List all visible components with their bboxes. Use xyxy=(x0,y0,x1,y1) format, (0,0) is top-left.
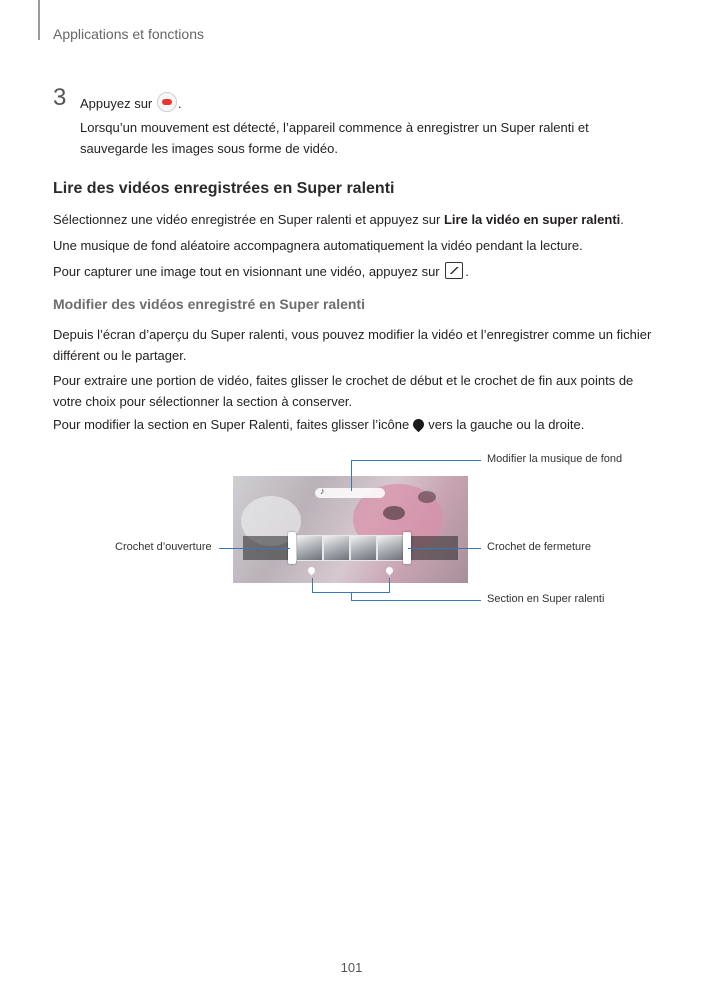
step-text-after: . xyxy=(177,96,182,111)
text: . xyxy=(465,264,469,279)
record-button-icon xyxy=(157,92,177,112)
callout-line xyxy=(351,460,352,491)
frame-thumbnail xyxy=(378,536,403,560)
paragraph-modify-section xyxy=(53,414,653,435)
background-music-button[interactable] xyxy=(315,488,385,498)
callout-line xyxy=(312,578,313,592)
slow-motion-marker-icon[interactable] xyxy=(307,566,317,576)
callout-line xyxy=(408,548,481,549)
header-rule xyxy=(38,0,40,40)
callout-line xyxy=(351,600,481,601)
paragraph-preview-edit: Depuis l’écran d’aperçu du Super ralenti, vous pouvez modifier la vidéo et l’enregistrer comme un fichier différent ou le partager. xyxy=(53,327,652,363)
frame-thumbnail xyxy=(324,536,349,560)
capture-image-icon xyxy=(445,262,463,279)
callout-line xyxy=(351,460,481,461)
page-header-title: Applications et fonctions xyxy=(53,26,204,42)
paragraph-background-music: Une musique de fond aléatoire accompagnera automatiquement la vidéo pendant la lecture. xyxy=(53,238,583,253)
frame-thumbnail xyxy=(297,536,322,560)
callout-line xyxy=(351,592,352,600)
text: vers la gauche ou la droite. xyxy=(428,417,585,432)
step-number: 3 xyxy=(53,84,67,111)
timeline-frames xyxy=(296,535,404,561)
slow-motion-marker-icon[interactable] xyxy=(385,566,395,576)
text: Pour modifier la section en Super Ralenti, faites glisser l’icône xyxy=(53,417,410,432)
callout-line xyxy=(389,578,390,592)
music-note-icon: ♪ xyxy=(320,486,325,496)
slow-motion-editor-screenshot xyxy=(233,476,468,583)
frame-thumbnail xyxy=(351,536,376,560)
section-heading-edit: Modifier des vidéos enregistré en Super ralenti xyxy=(53,296,365,312)
bold-option-label: Lire la vidéo en super ralenti xyxy=(443,212,621,227)
text: Sélectionnez une vidéo enregistrée en Super ralenti et appuyez sur xyxy=(53,212,441,227)
text: . xyxy=(620,212,624,227)
text: Pour capturer une image tout en visionnant une vidéo, appuyez sur xyxy=(53,264,440,279)
callout-music-label: Modifier la musique de fond xyxy=(487,453,623,465)
section-heading-play: Lire des vidéos enregistrées en Super ralenti xyxy=(53,180,395,197)
paragraph-capture-image xyxy=(53,261,653,282)
callout-close-bracket-label: Crochet de fermeture xyxy=(487,541,591,553)
page-number: 101 xyxy=(340,960,363,975)
step-description: Lorsqu’un mouvement est détecté, l’appareil commence à enregistrer un Super ralenti et sauvegarde les images sous forme de vidéo. xyxy=(80,120,589,156)
callout-open-bracket-label: Crochet d’ouverture xyxy=(115,541,212,553)
callout-slowmo-section-label: Section en Super ralenti xyxy=(487,593,605,605)
image-area xyxy=(383,506,405,520)
paragraph-select-video xyxy=(53,209,653,230)
slow-motion-drop-icon xyxy=(411,417,427,433)
step-text-before: Appuyez sur xyxy=(80,96,153,111)
callout-line xyxy=(219,548,290,549)
step-instruction xyxy=(80,92,182,112)
image-area xyxy=(418,491,436,503)
paragraph-extract-portion: Pour extraire une portion de vidéo, faites glisser le crochet de début et le crochet de fin aux points de votre choix pour sélectionner la section à conserver. xyxy=(53,373,634,409)
